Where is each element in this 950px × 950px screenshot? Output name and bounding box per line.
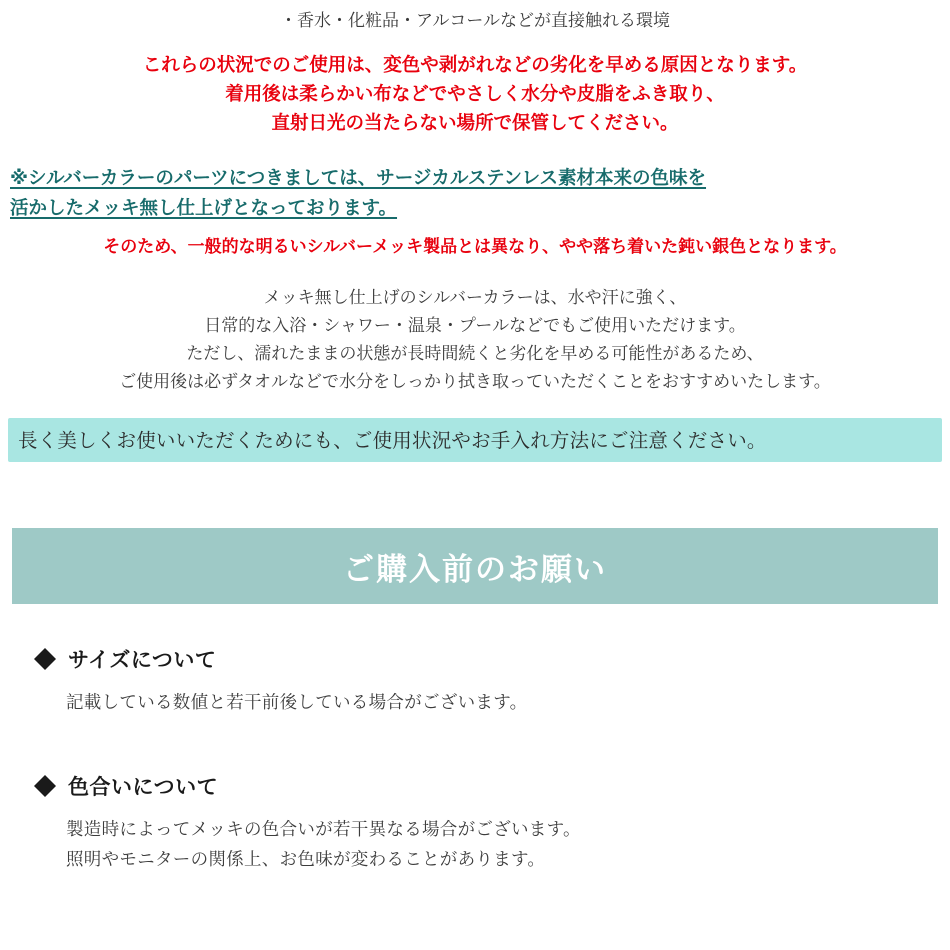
item-body: [34, 815, 950, 876]
diamond-bullet-icon: [34, 764, 56, 786]
item-title: 色合いについて: [68, 774, 219, 799]
silver-note-red-line: そのため、一般的な明るいシルバーメッキ製品とは異なり、やや落ち着いた鈍い銀色となります。: [103, 236, 847, 257]
silver-color-note: [0, 164, 950, 260]
care-line-3: ただし、濡れたままの状態が長時間続くと劣化を早める可能性があるため、: [186, 343, 764, 364]
item-body: [34, 688, 950, 719]
highlight-text: 長く美しくお使いいただくためにも、ご使用状況やお手入れ方法にご注意ください。: [18, 429, 767, 453]
care-line-4: ご使用後は必ずタオルなどで水分をしっかり拭き取っていただくことをおすすめいたします。: [119, 372, 831, 393]
item-title-row: [34, 771, 950, 801]
care-notes-block: [0, 0, 950, 138]
warning-line-3: 直射日光の当たらない場所で保管してください。: [271, 112, 679, 134]
care-instructions: [0, 284, 950, 396]
warning-line-1: これらの状況でのご使用は、変色や剥がれなどの劣化を早める原因となります。: [142, 55, 808, 77]
section-header-title: ご購入前のお願い: [343, 551, 607, 588]
item-line: 照明やモニターの関係上、お色味が変わることがあります。: [66, 850, 546, 871]
item-title: サイズについて: [68, 648, 217, 673]
purchase-notes-list: [0, 644, 950, 876]
diamond-bullet-icon: [34, 637, 56, 659]
item-line: 製造時によってメッキの色合いが若干異なる場合がございます。: [66, 819, 581, 840]
warning-line-2: 着用後は柔らかい布などでやさしく水分や皮脂をふき取り、: [225, 84, 725, 106]
silver-note-line-2-text: 活かしたメッキ無し仕上げとなっております。: [10, 197, 398, 219]
item-line: 記載している数値と若干前後している場合がございます。: [66, 693, 528, 714]
highlight-banner: [8, 418, 942, 462]
list-item: [34, 644, 950, 719]
item-title-row: [34, 644, 950, 674]
care-line-2: 日常的な入浴・シャワー・温泉・プールなどでもご使用いただけます。: [204, 315, 746, 336]
silver-note-line-1: [0, 164, 950, 194]
silver-note-line-2: [0, 194, 950, 224]
care-line-1: メッキ無し仕上げのシルバーカラーは、水や汗に強く、: [263, 287, 687, 308]
list-item: [34, 771, 950, 876]
silver-note-line-1-text: ※シルバーカラーのパーツにつきましては、サージカルステンレス素材本来の色味を: [10, 168, 707, 190]
section-header: [12, 528, 938, 604]
environment-note: ・香水・化粧品・アルコールなどが直接触れる環境: [280, 11, 670, 31]
